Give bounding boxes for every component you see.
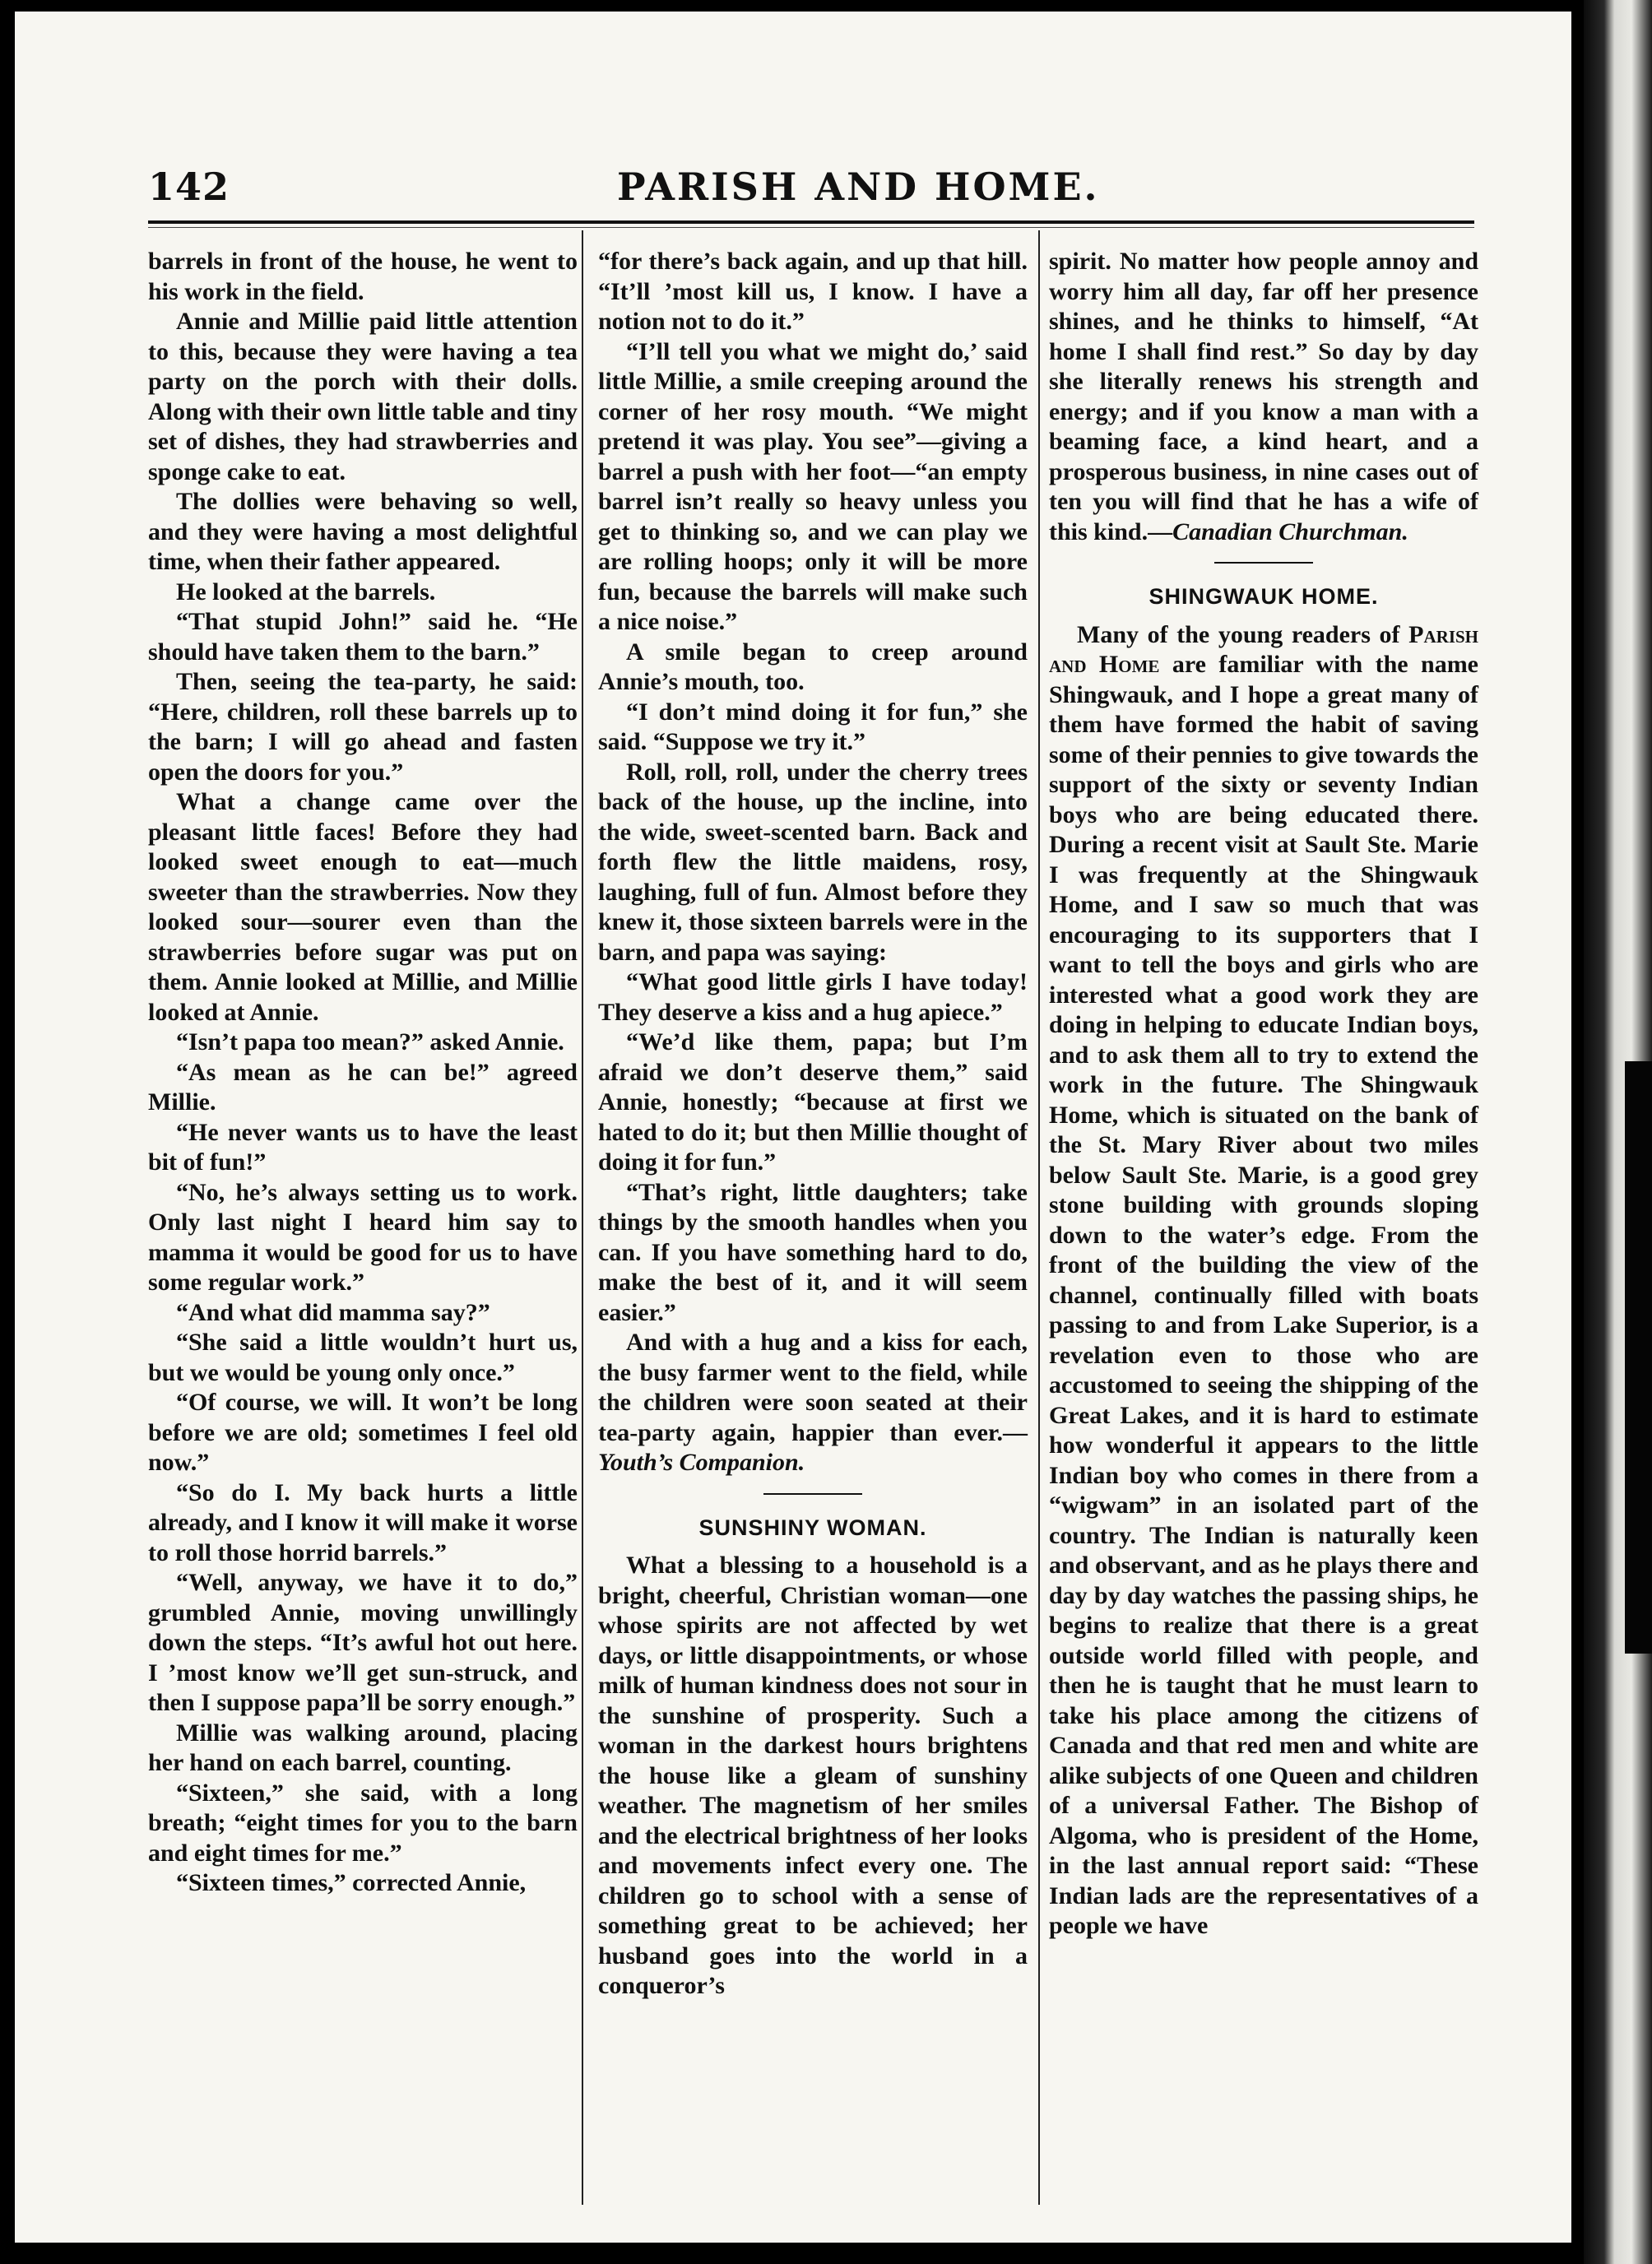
source-attribution: Youth’s Companion. (598, 1449, 805, 1476)
column-divider-2 (1038, 230, 1040, 2205)
paragraph: “She said a little wouldn’t hurt us, but we would be young only once.” (148, 1329, 578, 1386)
paragraph: barrels in front of the house, he went to his work in the field. (148, 248, 578, 305)
paragraph-text: And with a hug and a kiss for each, the busy farmer went to the field, while the children were soon seated at their tea-party again, happier than ever.— (598, 1329, 1028, 1446)
paragraph: “As mean as he can be!” agreed Millie. (148, 1058, 578, 1116)
paragraph: “We’d like them, papa; but I’m afraid we don’t deserve them,” said Annie, honestly; “because at first we hated to do it; but then Millie thought of doing it for fun.” (598, 1028, 1028, 1176)
paragraph: “Of course, we will. It won’t be long before we are old; sometimes I feel old now.” (148, 1389, 578, 1476)
paragraph: “I’ll tell you what we might do,’ said little Millie, a smile creeping around the corner of her rosy mouth. “We might pretend it was play. You see”—giving a barrel a push with her foot—“an empty barrel isn’t really so heavy unless you get to thinking so, and we can play we are rolling hoops; only it will be more fun, because the barrels will make such a nice noise.” (598, 337, 1028, 635)
paragraph: “Well, anyway, we have it to do,” grumbled Annie, moving unwillingly down the steps. “It’s awful hot out here. I ’most know we’ll get sun-struck, and then I suppose papa’ll be sorry enough.” (148, 1569, 578, 1716)
paragraph-with-source (1049, 247, 1478, 547)
paragraph: “No, he’s always setting us to work. Only last night I heard him say to mamma it would be good for us to have some regular work.” (148, 1178, 578, 1296)
paragraph: “What good little girls I have today! They deserve a kiss and a hug apiece.” (598, 968, 1028, 1026)
page-header (148, 165, 1474, 214)
source-attribution: Canadian Churchman. (1172, 517, 1408, 545)
section-heading: SUNSHINY WOMAN. (698, 1515, 927, 1540)
paragraph-text: spirit. No matter how people annoy and worry him all day, far off her presence shines, and he thinks to himself, “At home I shall find rest.” So day by day she literally renews his strength and energy; and if you know a man with a beaming face, a kind heart, and a prosperous business, in nine cases out of ten you will find that he has a wife of this kind.— (1049, 248, 1478, 545)
paragraph: “Sixteen,” she said, with a long breath; “eight times for you to the barn and eight times for me.” (148, 1779, 578, 1867)
paragraph: Then, seeing the tea-party, he said: “Here, children, roll these barrels up to the barn; I will go ahead and fasten open the doors for you.” (148, 668, 578, 786)
paragraph: “So do I. My back hurts a little already, and I know it will make it worse to roll those horrid barrels.” (148, 1478, 578, 1566)
paragraph: “And what did mamma say?” (176, 1298, 490, 1326)
paragraph: “Sixteen times,” corrected Annie, (176, 1869, 527, 1896)
adjacent-page-shadow (1625, 1061, 1652, 1654)
column-1 (148, 247, 578, 1899)
magazine-name: Parish and Home (1049, 620, 1478, 678)
paragraph: He looked at the barrels. (176, 578, 436, 605)
column-2 (598, 247, 1028, 2002)
paragraph: The dollies were behaving so well, and they were having a most delightful time, when their father appeared. (148, 488, 578, 575)
paragraph: “for there’s back again, and up that hill. “It’ll ’most kill us, I know. I have a notion not to do it.” (598, 248, 1028, 335)
section-rule (763, 1493, 862, 1495)
paragraph: “He never wants us to have the least bit of fun!” (148, 1118, 578, 1176)
paragraph (1049, 620, 1478, 1942)
paragraph: “Isn’t papa too mean?” asked Annie. (176, 1028, 564, 1055)
paragraph: What a change came over the pleasant little faces! Before they had looked sweet enough to eat—much sweeter than the strawberries. Now they looked sour—sourer even than the strawberries before sugar was put on them. Annie looked at Millie, and Millie looked at Annie. (148, 788, 578, 1026)
header-rule (148, 220, 1474, 224)
section-rule (1214, 562, 1313, 564)
paragraph: Annie and Millie paid little attention to this, because they were having a tea party on the porch with their dolls. Along with their own little table and tiny set of dishes, they had strawberries and sponge cake to eat. (148, 308, 578, 485)
column-3 (1049, 247, 1478, 1942)
paragraph: A smile began to creep around Annie’s mouth, too. (598, 638, 1028, 695)
paragraph: “That’s right, little daughters; take things by the smooth handles when you can. If you have something hard to do, make the best of it, and it will seem easier.” (598, 1178, 1028, 1326)
paragraph-with-source (598, 1328, 1028, 1478)
paragraph: Roll, roll, roll, under the cherry trees back of the house, up the incline, into the wide, sweet-scented barn. Back and forth flew the little maidens, rosy, laughing, full of fun. Almost before they knew it, those sixteen barrels were in the barn, and papa was saying: (598, 758, 1028, 966)
paragraph: “That stupid John!” said he. “He should have taken them to the barn.” (148, 608, 578, 666)
section-heading: SHINGWAUK HOME. (1149, 584, 1379, 609)
paragraph-text: Many of the young readers of (1077, 620, 1409, 648)
paragraph-text: are familiar with the name Shingwauk, and I hope a great many of them have formed the habit of saving some of their pennies to give towards the support of the sixty or seventy Indian boys who are being educated there. During a recent visit at Sault Ste. Marie I was frequently at the Shingwauk Home, and I saw so much that was encouraging to its supporters that I want to tell the boys and girls who are interested what a good work they are doing in helping to educate Indian boys, and to ask them all to try to extend the work in the future. The Shingwauk Home, which is situated on the bank of the St. Mary River about two miles below Sault Ste. Marie, is a good grey stone building with grounds sloping down to the water’s edge. From the front of the building the view of the channel, continually filled with boats passing to and from Lake Superior, is a revelation even to those who are accustomed to seeing the shipping of the Great Lakes, and it is hard to estimate how wonderful it appears to the little Indian boy who comes in there from a “wigwam” in an isolated part of the country. The Indian is naturally keen and observant, and as he plays there and day by day watches the passing ships, he begins to realize that there is a great outside world filled with people, and then he is taught that he must learn to take his place among the citizens of Canada and that red men and white are alike subjects of one Queen and children of a universal Father. The Bishop of Algoma, who is president of the Home, in the last annual report said: “These Indian lads are the representatives of a people we have (1049, 651, 1478, 1939)
paragraph: “I don’t mind doing it for fun,” she said. “Suppose we try it.” (598, 698, 1028, 755)
running-title: PARISH AND HOME. (617, 165, 1100, 209)
column-divider-1 (582, 230, 583, 2205)
paragraph: Millie was walking around, placing her hand on each barrel, counting. (148, 1719, 578, 1776)
page-number: 142 (148, 165, 230, 209)
paragraph: What a blessing to a household is a bright, cheerful, Christian woman—one whose spirits are not affected by wet days, or little disappointments, or whose milk of human kindness does not sour in the sunshine of prosperity. Such a woman in the darkest hours brightens the house like a gleam of sunshiny weather. The magnetism of her smiles and the electrical brightness of her looks and movements infect every one. The children go to school with a sense of something great to be achieved; her husband goes into the world in a conqueror’s (598, 1552, 1028, 1999)
header-rule-thin (148, 227, 1474, 228)
